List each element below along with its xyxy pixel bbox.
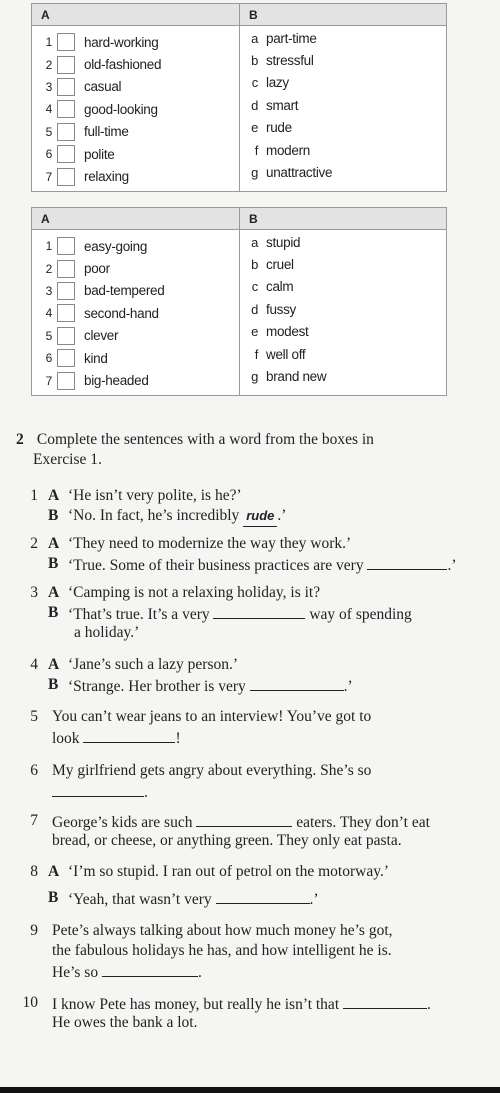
- answer-blank[interactable]: [343, 993, 427, 1009]
- sentence-text-line2: bread, or cheese, or anything green. They only eat pasta.: [52, 832, 402, 849]
- list-item: [240, 253, 446, 275]
- sentence-end: !: [175, 730, 181, 747]
- sentence-end: .’: [277, 507, 287, 524]
- exercise-number: 2: [16, 431, 24, 448]
- item-word: part-time: [266, 30, 317, 46]
- answer-checkbox[interactable]: [57, 237, 75, 255]
- speaker-b: B: [48, 604, 59, 621]
- column-a: [32, 26, 240, 191]
- item-number: 4: [45, 306, 52, 321]
- speaker-b-text: ‘Strange. Her brother is very: [68, 678, 246, 695]
- answer-checkbox[interactable]: [57, 145, 75, 163]
- speaker-b-text-end: a holiday.’: [74, 624, 140, 641]
- sentence-text-cont: look: [52, 730, 80, 747]
- item-number: 1: [45, 35, 52, 50]
- item-word: rude: [266, 120, 292, 136]
- list-item: [240, 321, 446, 343]
- sentence-item-7: [16, 811, 486, 851]
- list-item: [32, 235, 239, 257]
- item-letter: c: [251, 279, 258, 295]
- item-letter: d: [251, 301, 258, 317]
- list-item: [32, 121, 239, 143]
- speaker-b-text-cont: way of spending: [309, 606, 412, 623]
- sentence-end: .: [427, 996, 431, 1013]
- item-letter: b: [251, 257, 258, 273]
- answer-checkbox[interactable]: [57, 123, 75, 141]
- speaker-a: A: [48, 656, 60, 673]
- item-word: lazy: [266, 75, 289, 91]
- sentence-item-4: [16, 655, 486, 695]
- item-number: 4: [45, 102, 52, 117]
- item-number: 2: [45, 261, 52, 276]
- sentence-text-line2: He owes the bank a lot.: [52, 1014, 198, 1031]
- speaker-b: B: [48, 555, 59, 572]
- sentence-text: Pete’s always talking about how much money he’s got,: [52, 922, 393, 939]
- answer-blank[interactable]: [196, 811, 292, 827]
- item-word: modest: [266, 324, 309, 340]
- list-item: [240, 231, 446, 253]
- speaker-b-text: ‘Yeah, that wasn’t very: [68, 891, 212, 908]
- speaker-b: B: [48, 676, 59, 693]
- list-item: [32, 325, 239, 347]
- table-header: [32, 208, 446, 230]
- list-item: [240, 27, 446, 49]
- item-letter: d: [251, 97, 258, 113]
- item-word: relaxing: [84, 169, 129, 185]
- answer-checkbox[interactable]: [57, 372, 75, 390]
- item-number: 3: [45, 283, 52, 298]
- column-header-b: B: [249, 212, 258, 226]
- speaker-b-text: ‘That’s true. It’s a very: [68, 606, 210, 623]
- list-item: [32, 143, 239, 165]
- item-word: bad-tempered: [84, 283, 165, 299]
- sentence-item-6: [16, 761, 486, 801]
- speaker-a-text: ‘He isn’t very polite, is he?’: [68, 487, 242, 504]
- sentence-item-3: [16, 583, 486, 643]
- answer-checkbox[interactable]: [57, 349, 75, 367]
- list-item: [240, 72, 446, 94]
- list-item: [240, 139, 446, 161]
- item-word: well off: [266, 346, 306, 362]
- sentence-text: I know Pete has money, but really he isn’t that: [52, 996, 340, 1013]
- answer-checkbox[interactable]: [57, 78, 75, 96]
- answer-checkbox[interactable]: [57, 33, 75, 51]
- item-word: kind: [84, 350, 108, 366]
- item-number: 5: [45, 124, 52, 139]
- list-item: [240, 298, 446, 320]
- answer-checkbox[interactable]: [57, 100, 75, 118]
- item-word: modern: [266, 142, 310, 158]
- list-item: [240, 365, 446, 387]
- list-item: [32, 280, 239, 302]
- sentence-end: .: [197, 964, 202, 981]
- sentence-end: .: [144, 784, 148, 801]
- exercise-heading: [16, 430, 476, 470]
- item-letter: e: [251, 324, 258, 340]
- item-word: brand new: [266, 369, 327, 385]
- column-header-b: B: [249, 8, 258, 22]
- list-item: [32, 53, 239, 75]
- item-word: big-headed: [84, 373, 149, 389]
- speaker-b: B: [48, 507, 59, 524]
- answer-checkbox[interactable]: [57, 282, 75, 300]
- list-item: [240, 94, 446, 116]
- sentence-item-10: [16, 993, 486, 1033]
- answer-blank[interactable]: [52, 781, 144, 797]
- sentence-item-5: [16, 707, 486, 747]
- speaker-a-text: ‘Jane’s such a lazy person.’: [68, 656, 239, 673]
- item-word: unattractive: [266, 165, 333, 181]
- sentence-text: You can’t wear jeans to an interview! You’ve got to: [52, 708, 372, 725]
- sentence-end: .’: [309, 891, 319, 908]
- item-letter: g: [251, 165, 258, 181]
- answer-blank-filled[interactable]: rude: [243, 506, 277, 527]
- item-word: calm: [266, 279, 294, 295]
- answer-checkbox[interactable]: [57, 304, 75, 322]
- item-word: good-looking: [84, 101, 158, 117]
- exercise-instruction: Complete the sentences with a word from the boxes in: [36, 431, 374, 448]
- item-letter: b: [251, 53, 258, 69]
- item-word: casual: [84, 79, 122, 95]
- list-item: [32, 76, 239, 98]
- sentence-item-2: [16, 534, 486, 574]
- sentence-text: My girlfriend gets angry about everything. She’s so: [52, 762, 372, 779]
- speaker-b: B: [48, 889, 59, 906]
- item-word: easy-going: [84, 238, 148, 254]
- list-item: [240, 117, 446, 139]
- list-item: [32, 165, 239, 187]
- answer-blank[interactable]: [83, 727, 175, 743]
- item-number: 2: [45, 57, 52, 72]
- list-item: [32, 347, 239, 369]
- list-item: [32, 31, 239, 53]
- item-number: 6: [30, 762, 38, 779]
- answer-checkbox[interactable]: [57, 168, 75, 186]
- item-letter: c: [251, 75, 258, 91]
- bottom-edge-bar: [0, 1087, 500, 1093]
- item-number: 9: [30, 922, 38, 939]
- sentence-end: .’: [447, 557, 457, 574]
- answer-blank[interactable]: [367, 554, 447, 570]
- speaker-a: A: [48, 535, 60, 552]
- item-number: 1: [45, 239, 52, 254]
- sentence-text-line2: the fabulous holidays he has, and how intelligent he is.: [52, 942, 392, 959]
- speaker-a: A: [48, 863, 60, 880]
- item-number: 1: [30, 487, 38, 504]
- column-a: [32, 230, 240, 395]
- sentence-text-cont: eaters. They don’t eat: [296, 814, 430, 831]
- speaker-b-text: ‘True. Some of their business practices are very: [68, 557, 364, 574]
- column-b: [240, 26, 446, 191]
- answer-checkbox[interactable]: [57, 260, 75, 278]
- item-letter: a: [251, 234, 258, 250]
- column-b: [240, 230, 446, 395]
- speaker-a-text: ‘They need to modernize the way they work.’: [68, 535, 352, 552]
- list-item: [32, 302, 239, 324]
- item-number: 7: [30, 812, 38, 829]
- sentence-item-9: [16, 921, 486, 981]
- sentence-item-8: [16, 862, 486, 908]
- item-number: 5: [30, 708, 38, 725]
- word-table-2: [31, 207, 447, 396]
- item-number: 3: [45, 79, 52, 94]
- item-letter: f: [254, 346, 258, 362]
- answer-checkbox[interactable]: [57, 327, 75, 345]
- table-header: [32, 4, 446, 26]
- item-word: polite: [84, 146, 115, 162]
- list-item: [240, 276, 446, 298]
- speaker-a-text: ‘Camping is not a relaxing holiday, is it?: [68, 584, 321, 601]
- item-number: 5: [45, 328, 52, 343]
- item-word: stupid: [266, 234, 301, 250]
- answer-checkbox[interactable]: [57, 56, 75, 74]
- item-letter: f: [254, 142, 258, 158]
- answer-blank[interactable]: [102, 961, 198, 977]
- column-header-a: A: [32, 4, 240, 25]
- item-number: 10: [22, 994, 38, 1011]
- item-number: 4: [30, 656, 38, 673]
- item-word: smart: [266, 97, 299, 113]
- sentence-item-1: [16, 486, 486, 526]
- item-number: 7: [45, 373, 52, 388]
- answer-blank[interactable]: [250, 675, 344, 691]
- sentence-text-line3: He’s so: [52, 964, 99, 981]
- item-word: full-time: [84, 124, 129, 140]
- sentence-text: George’s kids are such: [52, 814, 193, 831]
- list-item: [32, 98, 239, 120]
- item-number: 6: [45, 147, 52, 162]
- speaker-a: A: [48, 584, 60, 601]
- list-item: [32, 369, 239, 391]
- item-word: stressful: [266, 53, 314, 69]
- sentence-end: .’: [343, 678, 353, 695]
- speaker-a-text: ‘I’m so stupid. I ran out of petrol on the motorway.’: [68, 863, 389, 880]
- item-word: fussy: [266, 301, 297, 317]
- item-word: poor: [84, 261, 110, 277]
- item-word: cruel: [266, 257, 294, 273]
- speaker-b-text: ‘No. In fact, he’s incredibly: [68, 507, 240, 524]
- list-item: [32, 257, 239, 279]
- list-item: [240, 343, 446, 365]
- list-item: [240, 161, 446, 183]
- item-letter: a: [251, 30, 258, 46]
- column-header-a: A: [32, 208, 240, 229]
- item-word: hard-working: [84, 34, 159, 50]
- list-item: [240, 49, 446, 71]
- item-letter: e: [251, 120, 258, 136]
- item-number: 7: [45, 169, 52, 184]
- item-word: clever: [84, 328, 119, 344]
- item-number: 8: [30, 863, 38, 880]
- item-number: 2: [30, 535, 38, 552]
- item-word: old-fashioned: [84, 57, 162, 73]
- exercise-instruction-cont: Exercise 1.: [33, 451, 102, 468]
- item-word: second-hand: [84, 305, 159, 321]
- answer-blank[interactable]: [216, 888, 310, 904]
- item-number: 6: [45, 351, 52, 366]
- answer-blank[interactable]: [213, 603, 305, 619]
- word-table-1: [31, 3, 447, 192]
- item-letter: g: [251, 369, 258, 385]
- speaker-a: A: [48, 487, 60, 504]
- item-number: 3: [30, 584, 38, 601]
